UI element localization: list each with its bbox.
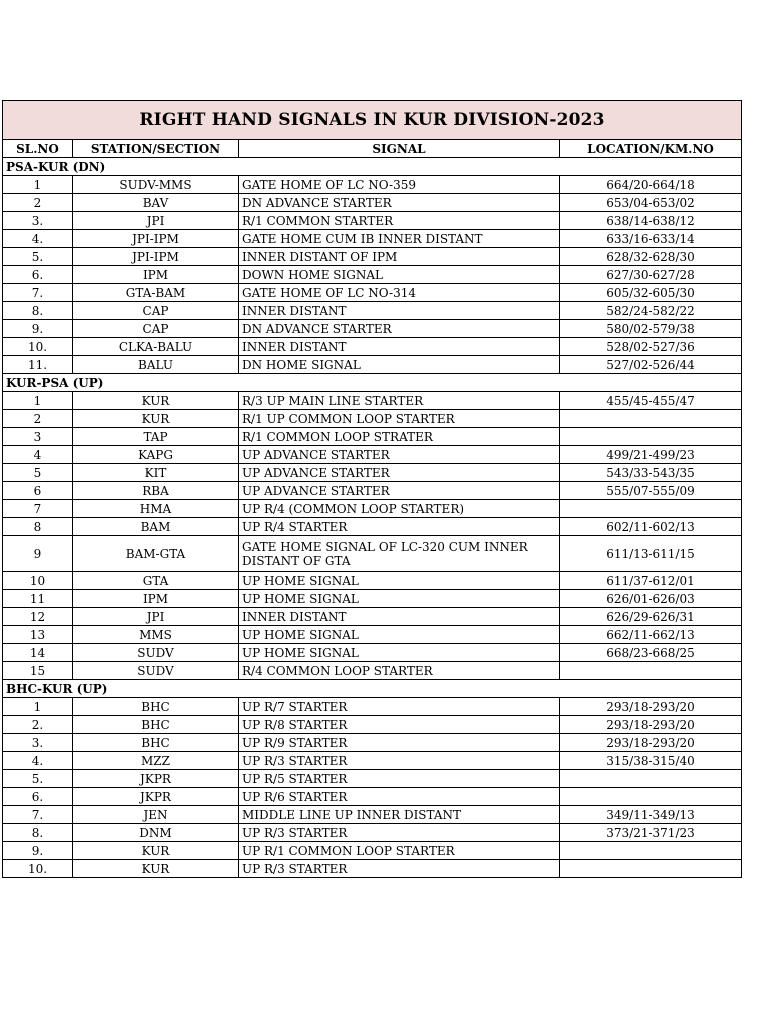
table-row [3,230,742,248]
table-row [3,482,742,500]
slno-cell: 4. [3,230,73,248]
slno-cell: 3 [3,428,73,446]
station-cell: JKPR [73,770,239,788]
location-cell [560,500,742,518]
location-cell: 605/32-605/30 [560,284,742,302]
location-cell: 315/38-315/40 [560,752,742,770]
slno-cell: 5. [3,770,73,788]
location-cell [560,662,742,680]
location-cell: 293/18-293/20 [560,716,742,734]
slno-cell: 12 [3,608,73,626]
table-row [3,590,742,608]
station-cell: KUR [73,860,239,878]
signal-cell: UP R/8 STARTER [239,716,560,734]
table-row [3,212,742,230]
table-row [3,410,742,428]
location-cell [560,428,742,446]
station-cell: KUR [73,392,239,410]
slno-cell: 4. [3,752,73,770]
section-row [3,158,742,176]
table-row [3,320,742,338]
location-cell: 455/45-455/47 [560,392,742,410]
slno-cell: 9. [3,320,73,338]
slno-cell: 13 [3,626,73,644]
station-cell: KUR [73,842,239,860]
station-cell: CAP [73,302,239,320]
location-cell: 349/11-349/13 [560,806,742,824]
signal-cell: GATE HOME SIGNAL OF LC-320 CUM INNER DISTANT OF GTA [239,536,560,572]
station-cell: GTA-BAM [73,284,239,302]
location-cell: 528/02-527/36 [560,338,742,356]
station-cell: MZZ [73,752,239,770]
station-cell: KIT [73,464,239,482]
signal-cell: UP HOME SIGNAL [239,590,560,608]
table-row [3,392,742,410]
table-row [3,338,742,356]
station-cell: CLKA-BALU [73,338,239,356]
location-cell: 611/13-611/15 [560,536,742,572]
table-row [3,176,742,194]
location-cell: 662/11-662/13 [560,626,742,644]
location-cell: 627/30-627/28 [560,266,742,284]
table-row [3,428,742,446]
location-cell [560,860,742,878]
signal-cell: UP R/3 STARTER [239,752,560,770]
station-cell: BAM [73,518,239,536]
table-row [3,806,742,824]
signal-cell: R/1 COMMON LOOP STRATER [239,428,560,446]
table-row [3,446,742,464]
station-cell: TAP [73,428,239,446]
slno-cell: 7 [3,500,73,518]
signal-cell: UP R/7 STARTER [239,698,560,716]
signal-cell: UP R/4 STARTER [239,518,560,536]
section-row [3,680,742,698]
table-row [3,572,742,590]
signal-cell: MIDDLE LINE UP INNER DISTANT [239,806,560,824]
signals-table [2,100,742,878]
station-cell: JPI [73,608,239,626]
slno-cell: 15 [3,662,73,680]
slno-cell: 5 [3,464,73,482]
location-cell [560,410,742,428]
section-title: KUR-PSA (UP) [3,374,742,392]
station-cell: JPI-IPM [73,230,239,248]
signal-cell: UP ADVANCE STARTER [239,464,560,482]
slno-cell: 1 [3,698,73,716]
signal-cell: UP R/5 STARTER [239,770,560,788]
table-row [3,752,742,770]
signal-cell: UP HOME SIGNAL [239,572,560,590]
station-cell: IPM [73,590,239,608]
signal-cell: INNER DISTANT [239,608,560,626]
table-row [3,500,742,518]
location-cell: 628/32-628/30 [560,248,742,266]
station-cell: CAP [73,320,239,338]
table-body [3,158,742,878]
location-cell: 580/02-579/38 [560,320,742,338]
signal-cell: UP R/6 STARTER [239,788,560,806]
slno-cell: 3. [3,212,73,230]
table-row [3,266,742,284]
signal-cell: R/4 COMMON LOOP STARTER [239,662,560,680]
location-cell: 293/18-293/20 [560,698,742,716]
slno-cell: 11 [3,590,73,608]
table-row [3,536,742,572]
station-cell: BAV [73,194,239,212]
location-cell: 668/23-668/25 [560,644,742,662]
location-cell: 653/04-653/02 [560,194,742,212]
signal-cell: INNER DISTANT OF IPM [239,248,560,266]
table-row [3,860,742,878]
signal-cell: R/3 UP MAIN LINE STARTER [239,392,560,410]
location-cell: 582/24-582/22 [560,302,742,320]
signal-cell: GATE HOME OF LC NO-359 [239,176,560,194]
location-cell [560,788,742,806]
table-row [3,716,742,734]
table-row [3,302,742,320]
table-row [3,824,742,842]
location-cell: 664/20-664/18 [560,176,742,194]
header-row [3,140,742,158]
table-row [3,734,742,752]
location-cell: 638/14-638/12 [560,212,742,230]
station-cell: JEN [73,806,239,824]
location-cell: 543/33-543/35 [560,464,742,482]
table-row [3,518,742,536]
slno-cell: 5. [3,248,73,266]
location-cell: 499/21-499/23 [560,446,742,464]
slno-cell: 4 [3,446,73,464]
slno-cell: 1 [3,392,73,410]
signal-cell: UP R/9 STARTER [239,734,560,752]
slno-cell: 1 [3,176,73,194]
table-row [3,356,742,374]
table-row [3,698,742,716]
header-location: LOCATION/KM.NO [560,140,742,158]
table-row [3,194,742,212]
header-signal: SIGNAL [239,140,560,158]
header-slno: SL.NO [3,140,73,158]
location-cell: 602/11-602/13 [560,518,742,536]
station-cell: BHC [73,716,239,734]
signal-cell: UP ADVANCE STARTER [239,482,560,500]
table-row [3,464,742,482]
location-cell: 293/18-293/20 [560,734,742,752]
station-cell: JPI [73,212,239,230]
slno-cell: 7. [3,806,73,824]
section-title: PSA-KUR (DN) [3,158,742,176]
signal-cell: UP R/4 (COMMON LOOP STARTER) [239,500,560,518]
signal-cell: UP R/1 COMMON LOOP STARTER [239,842,560,860]
signal-cell: DOWN HOME SIGNAL [239,266,560,284]
station-cell: BAM-GTA [73,536,239,572]
header-station: STATION/SECTION [73,140,239,158]
table-row [3,644,742,662]
signal-cell: GATE HOME CUM IB INNER DISTANT [239,230,560,248]
table-row [3,608,742,626]
station-cell: MMS [73,626,239,644]
station-cell: SUDV [73,662,239,680]
station-cell: BHC [73,698,239,716]
location-cell: 373/21-371/23 [560,824,742,842]
signal-cell: UP ADVANCE STARTER [239,446,560,464]
slno-cell: 6. [3,788,73,806]
station-cell: IPM [73,266,239,284]
signal-cell: GATE HOME OF LC NO-314 [239,284,560,302]
station-cell: HMA [73,500,239,518]
signal-cell: R/1 COMMON STARTER [239,212,560,230]
signals-sheet [2,100,741,878]
slno-cell: 8 [3,518,73,536]
slno-cell: 6 [3,482,73,500]
slno-cell: 8. [3,824,73,842]
location-cell: 611/37-612/01 [560,572,742,590]
section-row [3,374,742,392]
signal-cell: DN HOME SIGNAL [239,356,560,374]
slno-cell: 14 [3,644,73,662]
slno-cell: 10. [3,860,73,878]
slno-cell: 11. [3,356,73,374]
table-row [3,284,742,302]
location-cell: 555/07-555/09 [560,482,742,500]
signal-cell: UP HOME SIGNAL [239,644,560,662]
table-row [3,770,742,788]
slno-cell: 8. [3,302,73,320]
signal-cell: UP R/3 STARTER [239,860,560,878]
station-cell: JPI-IPM [73,248,239,266]
slno-cell: 2 [3,194,73,212]
table-row [3,248,742,266]
table-row [3,626,742,644]
signal-cell: DN ADVANCE STARTER [239,320,560,338]
slno-cell: 2. [3,716,73,734]
station-cell: GTA [73,572,239,590]
location-cell: 527/02-526/44 [560,356,742,374]
signal-cell: R/1 UP COMMON LOOP STARTER [239,410,560,428]
signal-cell: UP HOME SIGNAL [239,626,560,644]
station-cell: SUDV [73,644,239,662]
station-cell: KAPG [73,446,239,464]
station-cell: JKPR [73,788,239,806]
table-row [3,788,742,806]
slno-cell: 9. [3,842,73,860]
section-title: BHC-KUR (UP) [3,680,742,698]
slno-cell: 6. [3,266,73,284]
signal-cell: DN ADVANCE STARTER [239,194,560,212]
slno-cell: 10. [3,338,73,356]
slno-cell: 7. [3,284,73,302]
table-row [3,842,742,860]
station-cell: BALU [73,356,239,374]
slno-cell: 9 [3,536,73,572]
slno-cell: 2 [3,410,73,428]
station-cell: RBA [73,482,239,500]
location-cell: 626/01-626/03 [560,590,742,608]
location-cell [560,770,742,788]
location-cell [560,842,742,860]
signal-cell: INNER DISTANT [239,338,560,356]
signal-cell: INNER DISTANT [239,302,560,320]
station-cell: BHC [73,734,239,752]
title-row [3,101,742,140]
station-cell: SUDV-MMS [73,176,239,194]
location-cell: 633/16-633/14 [560,230,742,248]
slno-cell: 10 [3,572,73,590]
station-cell: KUR [73,410,239,428]
location-cell: 626/29-626/31 [560,608,742,626]
table-row [3,662,742,680]
signal-cell: UP R/3 STARTER [239,824,560,842]
slno-cell: 3. [3,734,73,752]
page-title: RIGHT HAND SIGNALS IN KUR DIVISION-2023 [3,101,742,140]
station-cell: DNM [73,824,239,842]
